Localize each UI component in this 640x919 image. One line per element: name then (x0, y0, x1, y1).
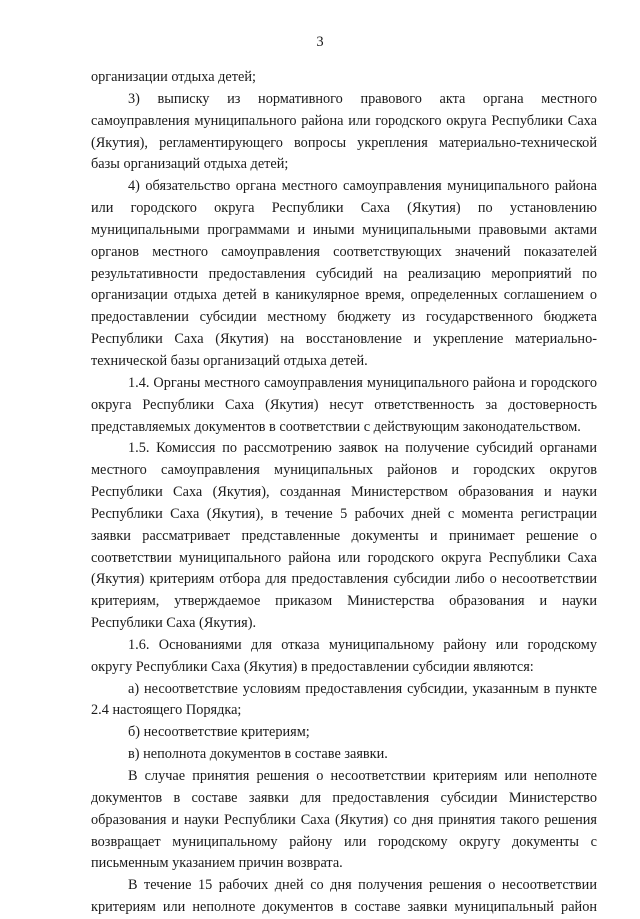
paragraph-continuation: организации отдыха детей; (91, 69, 256, 85)
paragraph-1-6: 1.6. Основаниями для отказа муниципальному району или городскому округу Республики Саха (Якутия) в предоставлении субсидии являются: (91, 636, 597, 675)
paragraph-rejection-case: В случае принятия решения о несоответствии критериям или неполноте документов в составе заявки для предоставления субсидии Министерство образования и науки Республики Саха (Якутия) со дня принятия такого решения возвращает муниципальному району или городскому округу документы с письменным указанием причин возврата. (91, 768, 597, 872)
paragraph-15-days: В течение 15 рабочих дней со дня получения решения о несоответствии критериям или неполноте документов в составе заявки муниципальный район (91, 877, 597, 916)
page-number: 3 (316, 34, 324, 50)
document-body (91, 67, 597, 919)
list-item-a: а) несоответствие условиям предоставления субсидии, указанным в пункте 2.4 настоящего Порядка; (91, 680, 597, 719)
paragraph-1-5: 1.5. Комиссия по рассмотрению заявок на получение субсидий органами местного самоуправления муниципальных районов и городских округов Республики Саха (Якутия), созданная Министерством образования и науки Республики Саха (Якутия), в течение 5 рабочих дней с момента регистрации заявки рассматривает представленные документы и принимает решение о соответствии муниципального района или городского округа Республики Саха (Якутия) критериям отбора для предоставления субсидии либо о несоответствии критериям, утверждаемое приказом Министерства образования и науки Республики Саха (Якутия). (91, 440, 597, 632)
paragraph-item-4: 4) обязательство органа местного самоуправления муниципального района или городского округа Республики Саха (Якутия) по установлению муниципальными программами и иными муниципальными правовыми актами органов местного самоуправления соответствующих значений показателей результативности предоставления субсидий на реализацию мероприятий по организации отдыха детей в каникулярное время, определенных соглашением о предоставлении субсидии местному бюджету из государственного бюджета Республики Саха (Якутия) на восстановление и укрепление материально-технической базы организаций отдыха детей. (91, 178, 597, 369)
list-item-b: б) несоответствие критериям; (128, 724, 310, 741)
list-item-v: в) неполнота документов в составе заявки. (128, 746, 388, 763)
paragraph-item-3: 3) выписку из нормативного правового акта органа местного самоуправления муниципального района или городского округа Республики Саха (Якутия), регламентирующего вопросы укрепления материально-технической базы организаций отдыха детей; (91, 90, 597, 173)
paragraph-1-4: 1.4. Органы местного самоуправления муниципального района и городского округа Республики Саха (Якутия) несут ответственность за достоверность представляемых документов в соответствии с действующим законодательством. (91, 374, 597, 435)
